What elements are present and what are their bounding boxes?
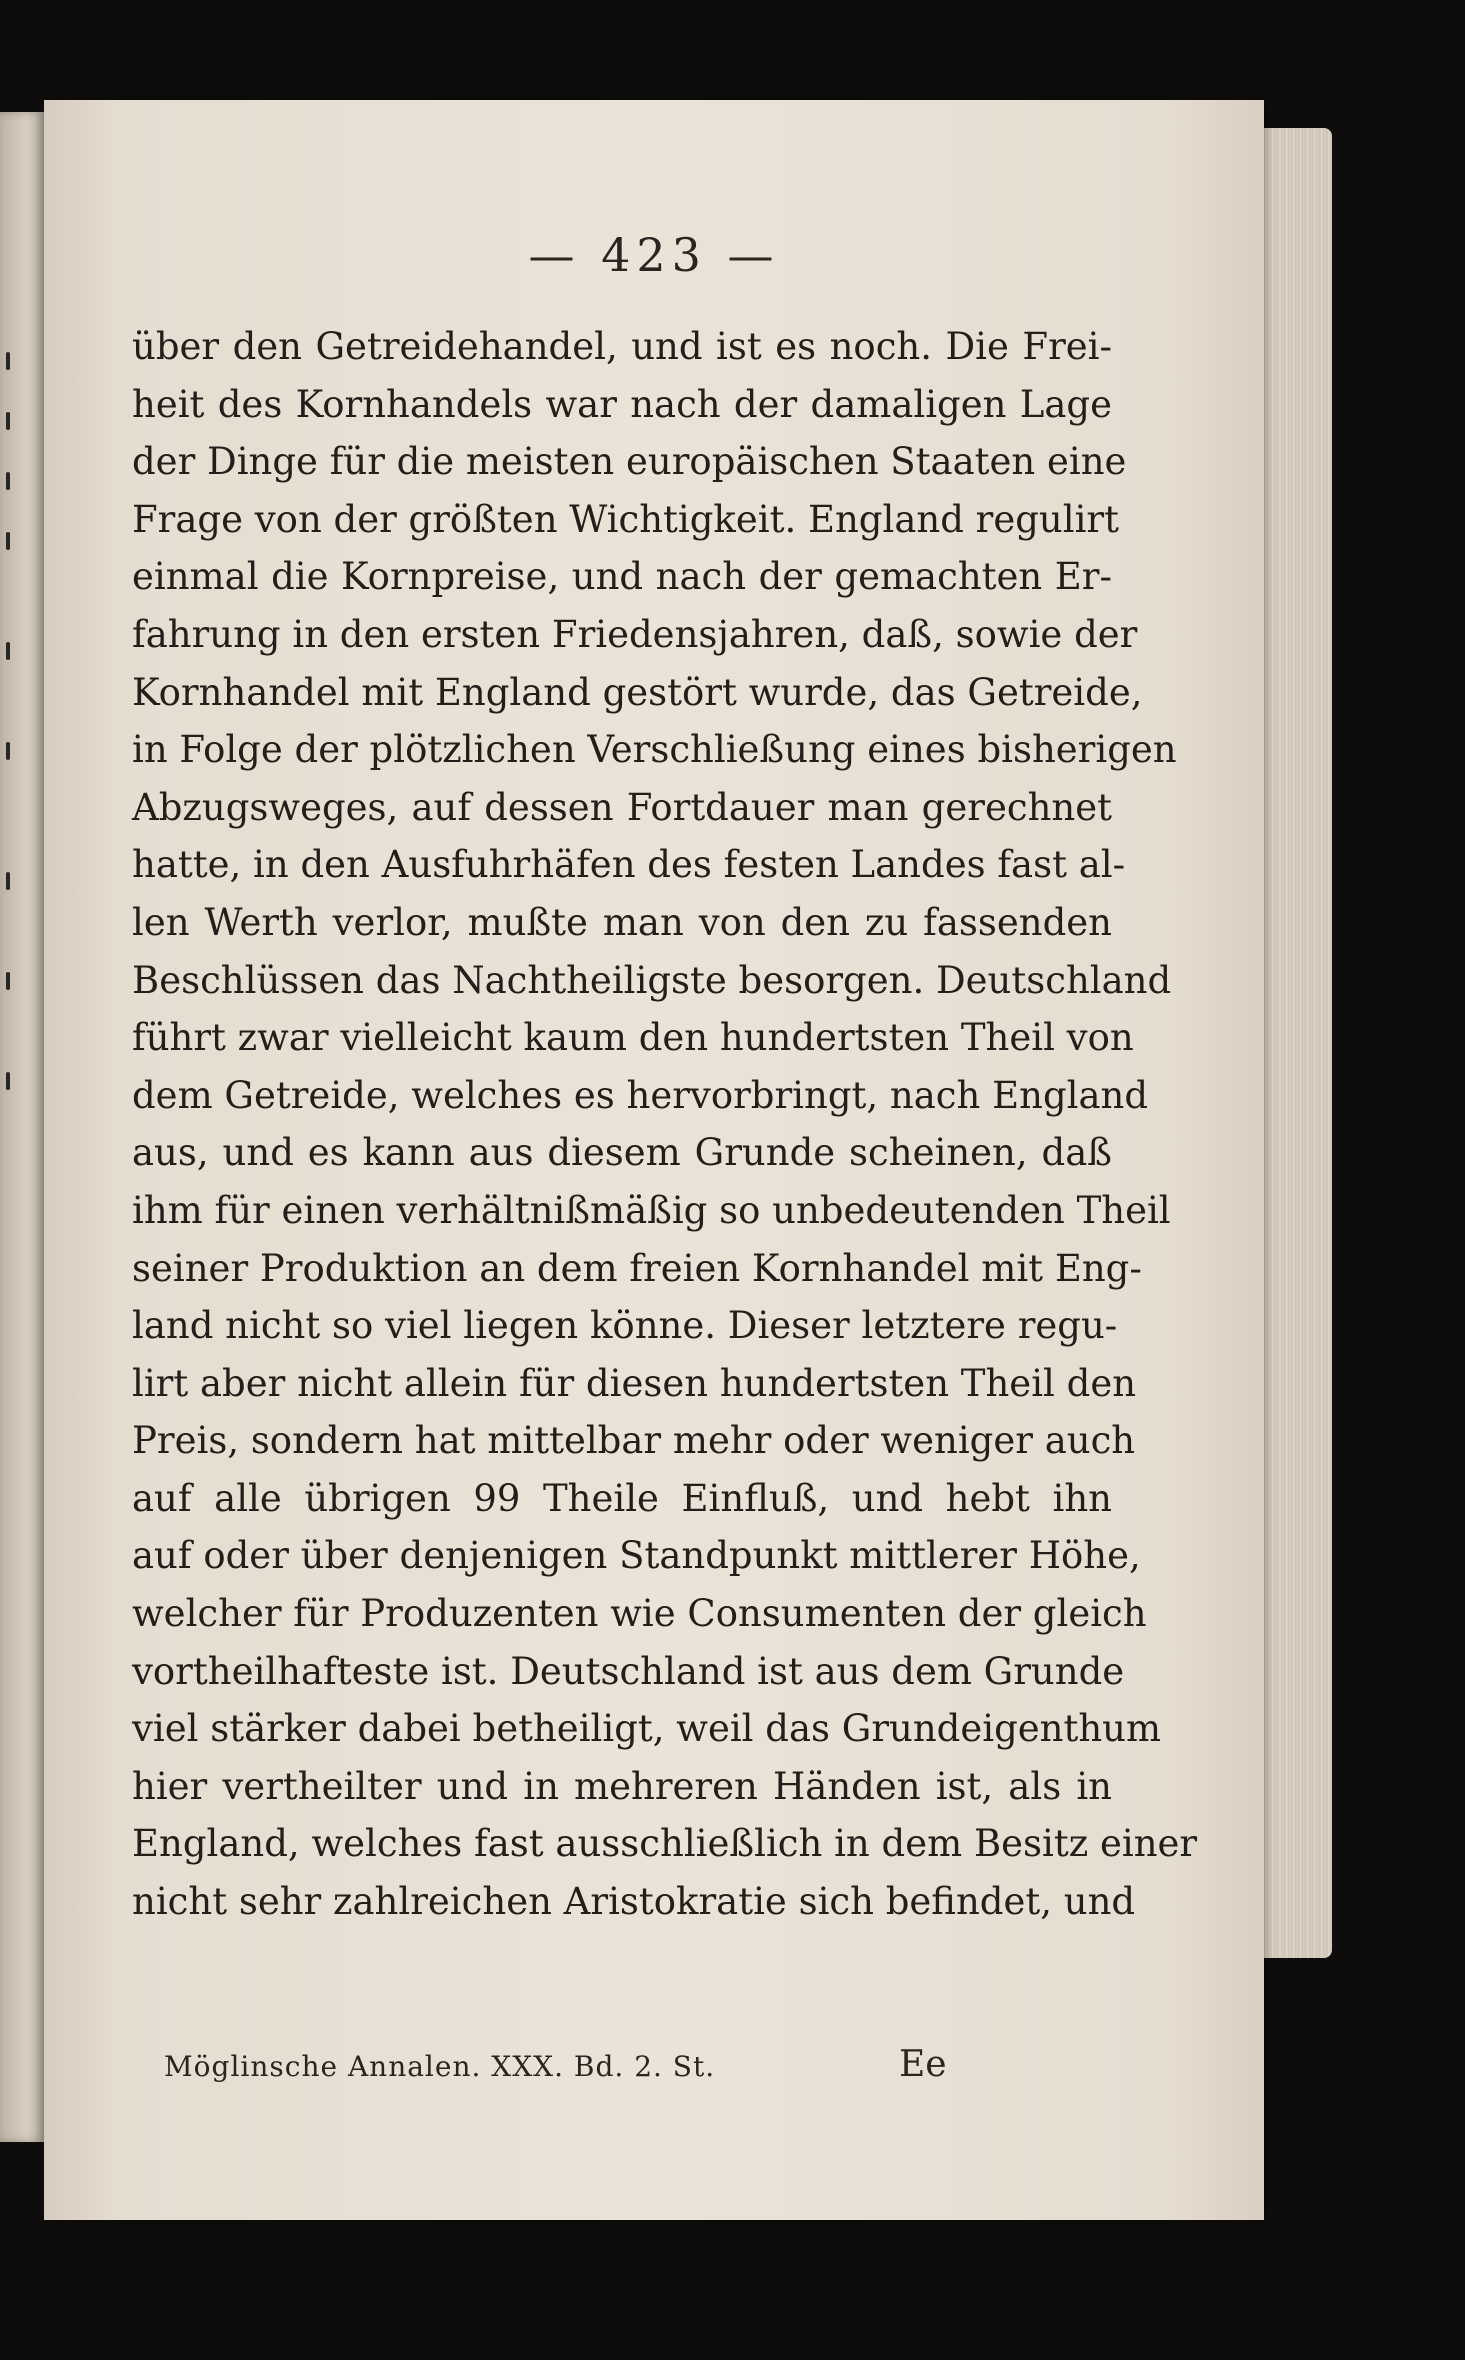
left-page-mark [6, 352, 10, 370]
left-page-mark [6, 472, 10, 490]
text-line: ihm für einen verhältnißmäßig so unbedeutenden Theil [132, 1188, 1171, 1232]
text-line: aus, und es kann aus diesem Grunde scheinen, daß [132, 1131, 1112, 1175]
text-line: auf alle übrigen 99 Theile Einfluß, und hebt ihn [132, 1476, 1112, 1520]
text-line: Preis, sondern hat mittelbar mehr oder weniger auch [132, 1419, 1136, 1463]
book-page [44, 100, 1264, 2220]
text-line: England, welches fast ausschließlich in dem Besitz einer [132, 1822, 1198, 1866]
footer-source: Möglinsche Annalen. XXX. Bd. 2. St. [164, 2050, 716, 2083]
text-line: dem Getreide, welches es hervorbringt, nach England [132, 1073, 1149, 1117]
text-line: welcher für Produzenten wie Consumenten der gleich [132, 1592, 1147, 1636]
text-line: vortheilhafteste ist. Deutschland ist aus dem Grunde [132, 1649, 1125, 1693]
left-page-mark [6, 1072, 10, 1090]
left-page-mark [6, 642, 10, 660]
page-body [132, 318, 1198, 1931]
text-line: fahrung in den ersten Friedensjahren, daß, sowie der [132, 612, 1138, 656]
text-line: hier vertheilter und in mehreren Händen ist, als in [132, 1764, 1112, 1808]
left-page-mark [6, 872, 10, 890]
text-line: len Werth verlor, mußte man von den zu fassenden [132, 900, 1112, 944]
text-line: der Dinge für die meisten europäischen Staaten eine [132, 440, 1127, 484]
text-line: einmal die Kornpreise, und nach der gemachten Er- [132, 555, 1112, 599]
left-page-mark [6, 532, 10, 550]
left-page-edge [0, 112, 44, 2142]
text-line: in Folge der plötzlichen Verschließung eines bisherigen [132, 728, 1177, 772]
text-line: Frage von der größten Wichtigkeit. England regulirt [132, 497, 1119, 541]
left-page-mark [6, 742, 10, 760]
text-line: viel stärker dabei betheiligt, weil das Grundeigenthum [132, 1707, 1162, 1751]
text-line: nicht sehr zahlreichen Aristokratie sich befindet, und [132, 1880, 1136, 1924]
text-line: lirt aber nicht allein für diesen hundertsten Theil den [132, 1361, 1137, 1405]
background-corner [1430, 2060, 1465, 2360]
text-line: führt zwar vielleicht kaum den hundertsten Theil von [132, 1016, 1134, 1060]
page-number: — 423 — [528, 228, 780, 282]
text-line: heit des Kornhandels war nach der damaligen Lage [132, 382, 1112, 426]
left-page-mark [6, 972, 10, 990]
page-footer [164, 2044, 964, 2100]
text-line: land nicht so viel liegen könne. Dieser letztere regu- [132, 1304, 1118, 1348]
text-line: seiner Produktion an dem freien Kornhandel mit Eng- [132, 1246, 1142, 1290]
text-line: Beschlüssen das Nachtheiligste besorgen. Deutschland [132, 958, 1172, 1002]
left-page-mark [6, 412, 10, 430]
text-line: Abzugsweges, auf dessen Fortdauer man gerechnet [132, 785, 1112, 829]
text-line: hatte, in den Ausfuhrhäfen des festen Landes fast al- [132, 843, 1126, 887]
text-line: auf oder über denjenigen Standpunkt mittlerer Höhe, [132, 1534, 1141, 1578]
signature-mark: Ee [899, 2044, 947, 2085]
text-line: über den Getreidehandel, und ist es noch. Die Frei- [132, 325, 1112, 368]
text-line: Kornhandel mit England gestört wurde, das Getreide, [132, 670, 1143, 714]
